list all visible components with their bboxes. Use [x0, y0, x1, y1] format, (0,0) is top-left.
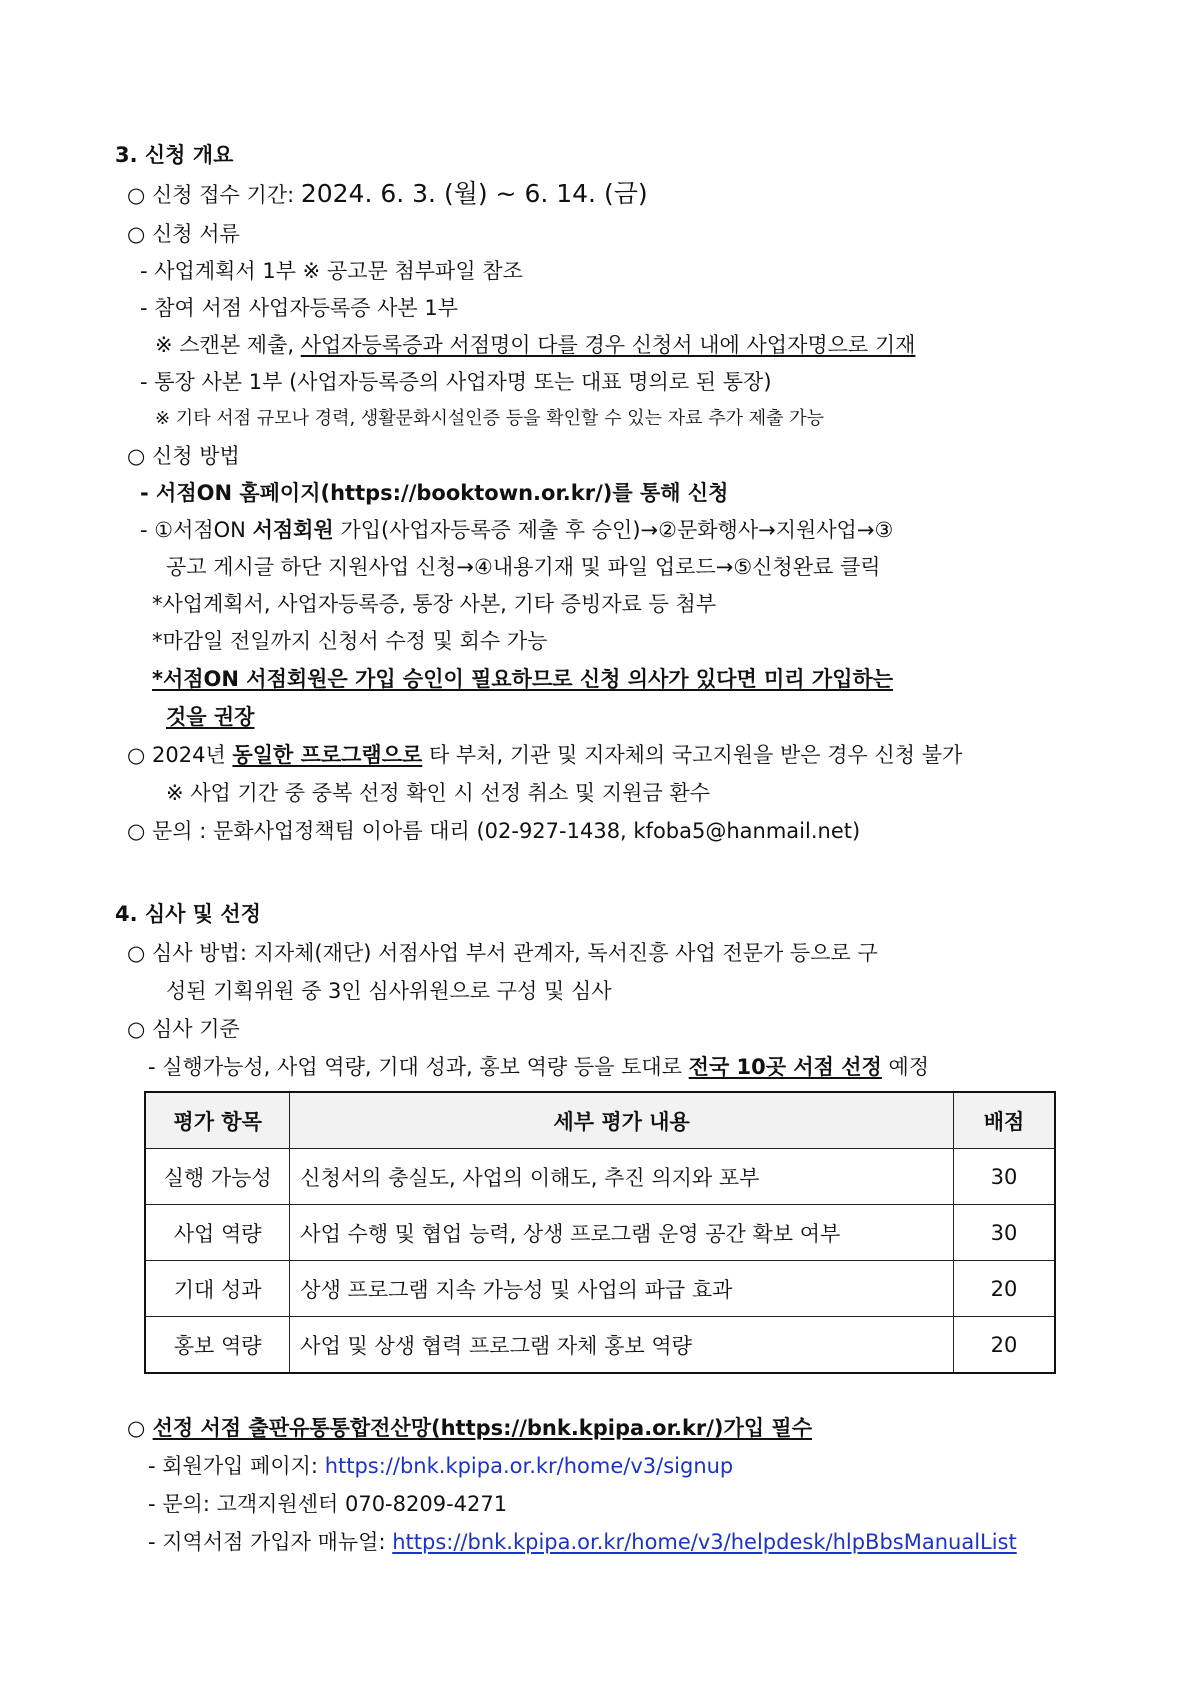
document-item-bankbook: - 통장 사본 1부 (사업자등록증의 사업자명 또는 대표 명의로 된 통장) — [140, 370, 772, 394]
cell-item: 홍보 역량 — [145, 1317, 290, 1374]
cell-score: 30 — [953, 1205, 1055, 1261]
additional-docs-note: ※ 기타 서점 규모나 경력, 생활문화시설인증 등을 확인할 수 있는 자료 추가 제출 가능 — [155, 408, 824, 429]
criteria-selection-count: 전국 10곳 서점 선정 — [688, 1055, 882, 1079]
registration-note-prefix: ※ 스캔본 제출, — [155, 333, 301, 357]
manual-label: - 지역서점 가입자 매뉴얼: — [148, 1530, 393, 1554]
application-period — [127, 180, 648, 209]
cell-detail: 신청서의 충실도, 사업의 이해도, 추진 의지와 포부 — [290, 1149, 954, 1205]
table-row — [145, 1205, 1055, 1261]
registration-note — [155, 331, 915, 359]
document-item-plan: - 사업계획서 1부 ※ 공고문 첨부파일 참조 — [140, 259, 523, 283]
join-prefix: ○ — [127, 1416, 153, 1440]
signup-link[interactable]: https://bnk.kpipa.or.kr/home/v3/signup — [324, 1454, 734, 1478]
header-item: 평가 항목 — [145, 1092, 290, 1149]
review-method-line2: 성된 기획위원 중 3인 심사위원으로 구성 및 심사 — [166, 979, 612, 1003]
cell-detail: 상생 프로그램 지속 가능성 및 사업의 파급 효과 — [290, 1261, 954, 1317]
method-steps-member: 서점회원 — [252, 518, 334, 542]
customer-support: - 문의: 고객지원센터 070-8209-4271 — [148, 1492, 508, 1516]
header-detail: 세부 평가 내용 — [290, 1092, 954, 1149]
criteria-a: - 실행가능성, 사업 역량, 기대 성과, 홍보 역량 등을 토대로 — [148, 1055, 689, 1079]
revision-note: *마감일 전일까지 신청서 수정 및 회수 가능 — [152, 629, 548, 653]
section4-title: 4. 심사 및 선정 — [115, 902, 261, 926]
method-label: ○ 신청 방법 — [127, 444, 240, 468]
cell-score: 20 — [953, 1261, 1055, 1317]
criteria-description — [148, 1053, 929, 1081]
cell-score: 20 — [953, 1317, 1055, 1374]
cell-detail: 사업 수행 및 협업 능력, 상생 프로그램 운영 공간 확보 여부 — [290, 1205, 954, 1261]
review-method-line1: ○ 심사 방법: 지자체(재단) 서점사업 부서 관계자, 독서진흥 사업 전문가 등으로 구 — [127, 941, 878, 965]
header-score: 배점 — [953, 1092, 1055, 1149]
evaluation-table — [144, 1091, 1056, 1374]
restriction-note: ※ 사업 기간 중 중복 선정 확인 시 선정 취소 및 지원금 환수 — [166, 781, 710, 805]
method-homepage: - 서점ON 홈페이지(https://booktown.or.kr/)를 통해 신청 — [140, 481, 729, 505]
signup-recommend-line2: 것을 권장 — [166, 705, 255, 729]
signup-page — [148, 1452, 733, 1480]
restriction — [127, 741, 962, 769]
cell-item: 기대 성과 — [145, 1261, 290, 1317]
signup-label: - 회원가입 페이지: — [148, 1454, 325, 1478]
method-steps-line1 — [140, 516, 893, 544]
registration-note-underlined: 사업자등록증과 서점명이 다를 경우 신청서 내에 사업자명으로 기재 — [300, 333, 916, 357]
manual — [148, 1528, 1017, 1556]
table-row — [145, 1317, 1055, 1374]
contact: ○ 문의 : 문화사업정책팀 이아름 대리 (02-927-1438, kfoba5@hanmail.net) — [127, 819, 861, 843]
method-steps-c: 가입(사업자등록증 제출 후 승인)→②문화행사→지원사업→③ — [333, 518, 894, 542]
documents-label: ○ 신청 서류 — [127, 222, 240, 246]
restriction-a: ○ 2024년 — [127, 743, 233, 767]
cell-item: 사업 역량 — [145, 1205, 290, 1261]
cell-detail: 사업 및 상생 협력 프로그램 자체 홍보 역량 — [290, 1317, 954, 1374]
table-header-row — [145, 1092, 1055, 1149]
document-item-registration: - 참여 서점 사업자등록증 사본 1부 — [140, 296, 459, 320]
restriction-c: 타 부처, 기관 및 지자체의 국고지원을 받은 경우 신청 불가 — [422, 743, 963, 767]
cell-score: 30 — [953, 1149, 1055, 1205]
application-period-value: 2024. 6. 3. (월) ~ 6. 14. (금) — [300, 179, 648, 208]
table-row — [145, 1149, 1055, 1205]
application-period-label: ○ 신청 접수 기간: — [127, 183, 301, 207]
method-steps-line2: 공고 게시글 하단 지원사업 신청→④내용기재 및 파일 업로드→⑤신청완료 클릭 — [166, 555, 881, 579]
attachment-note: *사업계획서, 사업자등록증, 통장 사본, 기타 증빙자료 등 첨부 — [152, 592, 717, 616]
method-steps-a: - ①서점ON — [140, 518, 253, 542]
section3-title: 3. 신청 개요 — [115, 143, 234, 167]
join-required-text: 선정 서점 출판유통통합전산망(https://bnk.kpipa.or.kr/)가입 필수 — [152, 1416, 812, 1440]
signup-recommend-line1: *서점ON 서점회원은 가입 승인이 필요하므로 신청 의사가 있다면 미리 가입하는 — [152, 667, 894, 691]
criteria-c: 예정 — [881, 1055, 930, 1079]
manual-link[interactable]: https://bnk.kpipa.or.kr/home/v3/helpdesk/hlpBbsManualList — [392, 1530, 1017, 1554]
restriction-same-program: 동일한 프로그램으로 — [232, 743, 423, 767]
table-row — [145, 1261, 1055, 1317]
kpipa-join-required — [127, 1414, 812, 1442]
cell-item: 실행 가능성 — [145, 1149, 290, 1205]
criteria-label: ○ 심사 기준 — [127, 1017, 240, 1041]
